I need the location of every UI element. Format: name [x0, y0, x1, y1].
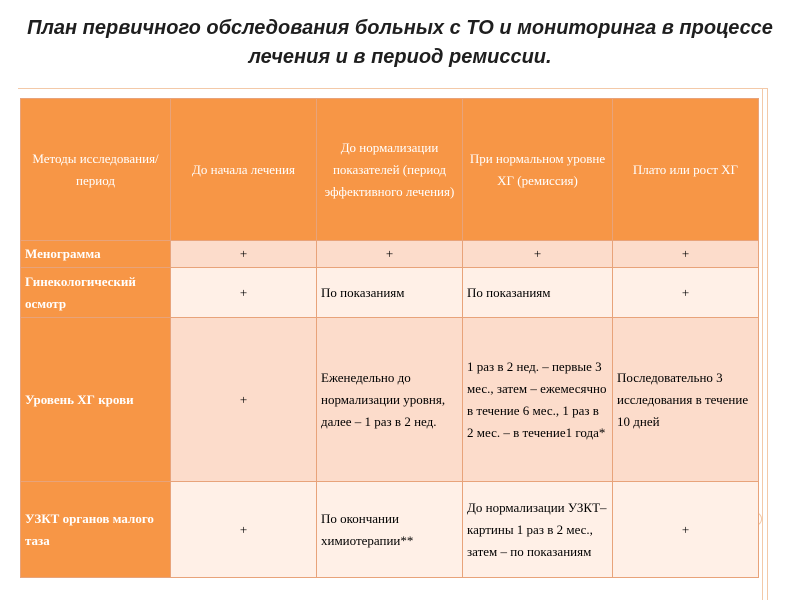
decorative-frame-line: [18, 88, 768, 89]
column-header-until-normalization: До нормализации показателей (период эффективного лечения): [317, 99, 463, 241]
table-cell: По показаниям: [463, 268, 613, 318]
row-header: УЗКТ органов малого таза: [21, 482, 171, 578]
table-cell: Еженедельно до нормализации уровня, далее – 1 раз в 2 нед.: [317, 318, 463, 482]
row-header: Уровень ХГ крови: [21, 318, 171, 482]
table-cell: 1 раз в 2 нед. – первые 3 мес., затем – ежемесячно в течение 6 мес., 1 раз в 2 мес. – в течение1 года*: [463, 318, 613, 482]
column-header-before-treatment: До начала лечения: [171, 99, 317, 241]
table-row: [21, 482, 759, 578]
table-cell: По окончании химиотерапии**: [317, 482, 463, 578]
table-row: [21, 318, 759, 482]
table-cell: Последовательно 3 исследования в течение 10 дней: [613, 318, 759, 482]
table-cell: По показаниям: [317, 268, 463, 318]
decorative-frame-line: [767, 88, 768, 600]
column-header-plateau: Плато или рост ХГ: [613, 99, 759, 241]
table-header-row: [21, 99, 759, 241]
row-header: Менограмма: [21, 241, 171, 268]
table-row: [21, 241, 759, 268]
decorative-frame-line: [762, 88, 763, 600]
examination-plan-table: [20, 98, 759, 578]
table-row: [21, 268, 759, 318]
table-cell: До нормализации УЗКТ–картины 1 раз в 2 мес., затем – по показаниям: [463, 482, 613, 578]
column-header-remission: При нормальном уровне ХГ (ремиссия): [463, 99, 613, 241]
table-cell: +: [171, 482, 317, 578]
table-cell: +: [463, 241, 613, 268]
table-cell: +: [613, 482, 759, 578]
row-header: Гинекологический осмотр: [21, 268, 171, 318]
table-cell: +: [171, 318, 317, 482]
table-cell: +: [171, 268, 317, 318]
table-cell: +: [613, 241, 759, 268]
slide-title: План первичного обследования больных с ТО и мониторинга в процессе лечения и в период ремиссии.: [27, 17, 773, 68]
table-cell: +: [171, 241, 317, 268]
column-header-method: Методы исследования/период: [21, 99, 171, 241]
table-cell: +: [613, 268, 759, 318]
table-cell: +: [317, 241, 463, 268]
